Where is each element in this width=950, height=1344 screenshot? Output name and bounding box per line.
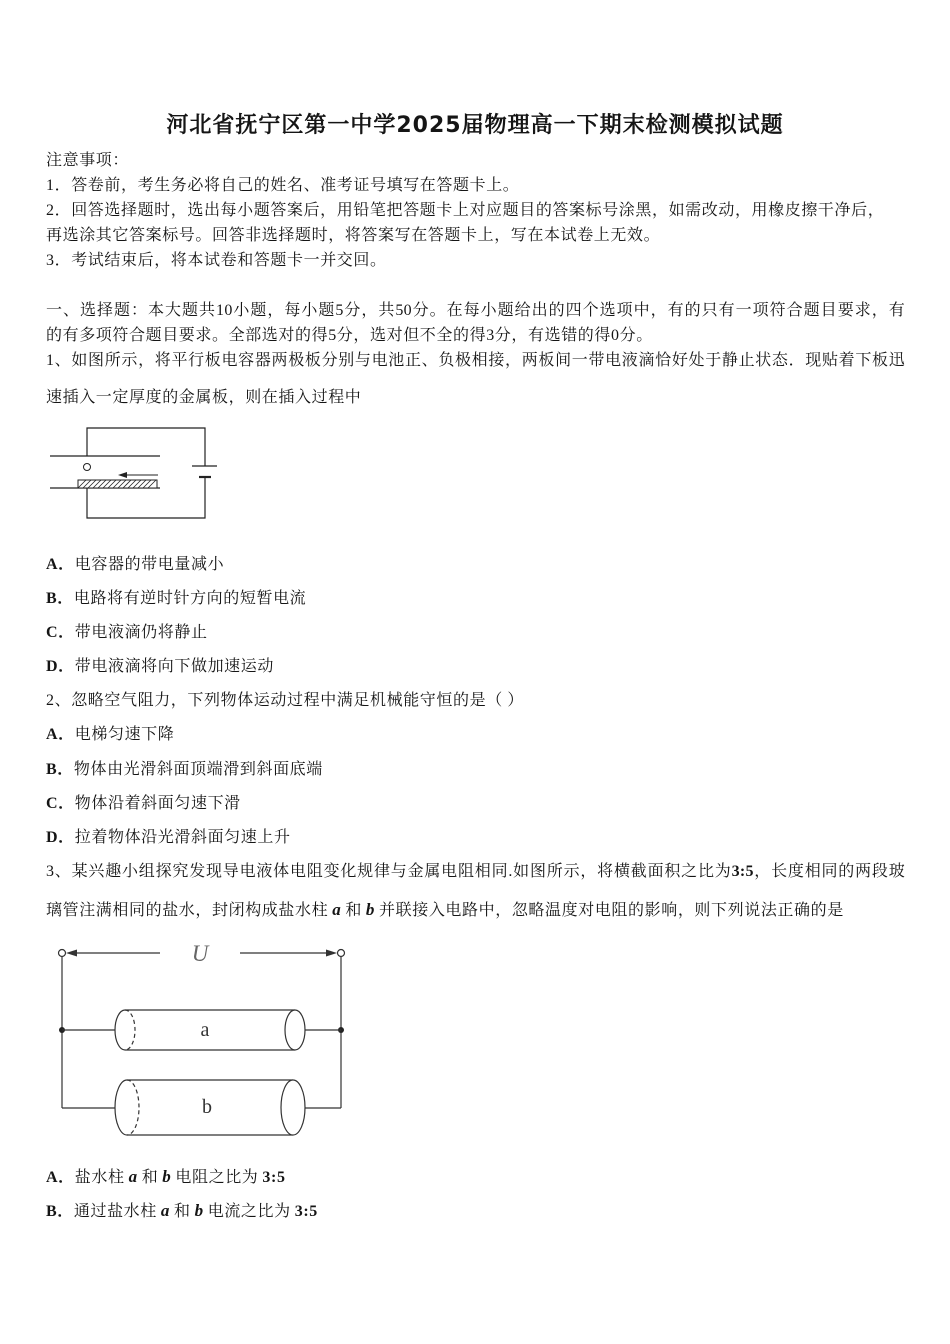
column-a-left-end-hidden: [125, 1010, 135, 1050]
column-a-right-end: [285, 1010, 305, 1050]
option-text: 通过盐水柱: [73, 1203, 157, 1220]
document-title: 河北省抚宁区第一中学2025届物理高一下期末检测模拟试题: [166, 113, 784, 138]
voltage-arrow-right-head: [326, 950, 337, 957]
column-a-left-end-front: [115, 1010, 125, 1050]
option-label: A．: [46, 726, 75, 743]
section-instructions: 一、选择题：本大题共10小题，每小题5分，共50分。在每小题给出的四个选项中，有的只有一项符合题目要求，有: [46, 302, 905, 319]
variable-b: b: [194, 1201, 204, 1220]
option-text: 和: [141, 1169, 159, 1186]
charged-droplet: [84, 464, 91, 471]
question-3-stem: [46, 861, 905, 883]
option-text: 电流之比为: [207, 1203, 291, 1220]
ratio-value: 3:5: [262, 1169, 286, 1186]
section-instructions-continued: 的有多项符合题目要求。全部选对的得5分，选对但不全的得3分，有选错的得0分。: [46, 327, 653, 344]
variable-a: a: [128, 1167, 138, 1186]
question-1-option-b: [46, 588, 306, 610]
stem-text: 3、某兴趣小组探究发现导电液体电阻变化规律与金属电阻相同.如图所示，将横截面积之比为: [46, 863, 732, 880]
upper-wire: [87, 428, 205, 466]
ratio-value: 3:5: [294, 1203, 318, 1220]
stem-text: 并联接入电路中，忽略温度对电阻的影响，则下列说法正确的是: [379, 902, 844, 919]
column-b-label: b: [202, 1096, 212, 1118]
voltage-arrow-left-head: [66, 950, 77, 957]
question-3-stem-continued: [46, 899, 844, 921]
option-text: 带电液滴仍将静止: [74, 624, 208, 641]
terminal-right: [338, 950, 345, 957]
option-text: 物体由光滑斜面顶端滑到斜面底端: [73, 761, 323, 778]
question-1-option-a: [46, 554, 224, 576]
question-1-stem-continued: 速插入一定厚度的金属板，则在插入过程中: [46, 389, 362, 406]
variable-a: a: [332, 900, 342, 919]
question-2-option-c: [46, 793, 241, 815]
column-b-left-end-front: [115, 1080, 127, 1135]
option-text: 拉着物体沿光滑斜面匀速上升: [74, 829, 291, 846]
question-2-option-d: [46, 827, 291, 849]
option-text: 电阻之比为: [175, 1169, 259, 1186]
option-label: C．: [46, 624, 75, 641]
question-2-option-b: [46, 759, 323, 781]
question-1-option-d: [46, 656, 274, 678]
option-label: A．: [46, 1169, 75, 1186]
notice-heading: 注意事项：: [46, 152, 130, 169]
area-ratio: 3:5: [731, 863, 754, 880]
option-label: B．: [46, 761, 74, 778]
option-text: 盐水柱: [74, 1169, 125, 1186]
question-3-option-b: [46, 1200, 318, 1222]
option-text: 物体沿着斜面匀速下滑: [74, 795, 241, 812]
stem-text: 和: [345, 902, 362, 919]
variable-b: b: [365, 900, 376, 919]
question-2-stem: 2、忽略空气阻力，下列物体运动过程中满足机械能守恒的是（ ）: [46, 692, 525, 709]
question-1-figure-capacitor-circuit: [40, 420, 230, 525]
question-2-option-a: [46, 724, 174, 746]
option-label: B．: [46, 1203, 74, 1220]
stem-text: 璃管注满相同的盐水，封闭构成盐水柱: [46, 902, 329, 919]
variable-a: a: [160, 1201, 170, 1220]
notice-item-2-continued: 再选涂其它答案标号。回答非选择题时，将答案写在答题卡上，写在本试卷上无效。: [46, 227, 661, 244]
option-label: A．: [46, 556, 75, 573]
notice-item-1: 1．答卷前，考生务必将自己的姓名、准考证号填写在答题卡上。: [46, 177, 520, 194]
question-3-figure-salt-columns: [50, 935, 355, 1150]
option-label: B．: [46, 590, 74, 607]
question-1-option-c: [46, 622, 208, 644]
notice-item-3: 3．考试结束后，将本试卷和答题卡一并交回。: [46, 252, 387, 269]
option-text: 和: [174, 1203, 191, 1220]
column-b-left-end-hidden: [127, 1080, 139, 1135]
variable-b: b: [162, 1167, 172, 1186]
voltage-label: U: [191, 941, 209, 966]
column-b-right-end: [281, 1080, 305, 1135]
question-3-option-a: [46, 1166, 286, 1188]
option-label: C．: [46, 795, 75, 812]
question-1-stem: 1、如图所示，将平行板电容器两极板分别与电池正、负极相接，两板间一带电液滴恰好处于静止状态．现贴着下板迅: [46, 352, 905, 369]
option-text: 电容器的带电量减小: [74, 556, 225, 573]
option-label: D．: [46, 829, 75, 846]
option-text: 带电液滴将向下做加速运动: [74, 658, 274, 675]
option-text: 电路将有逆时针方向的短暂电流: [73, 590, 307, 607]
option-label: D．: [46, 658, 75, 675]
column-a-label: a: [200, 1019, 210, 1041]
notice-item-2: 2．回答选择题时，选出每小题答案后，用铅笔把答题卡上对应题目的答案标号涂黑，如需改动，用橡皮擦干净后，: [46, 202, 884, 219]
terminal-left: [59, 950, 66, 957]
insertion-arrow-head: [118, 472, 127, 478]
option-text: 电梯匀速下降: [74, 726, 175, 743]
stem-text: ，长度相同的两段玻: [753, 863, 905, 880]
